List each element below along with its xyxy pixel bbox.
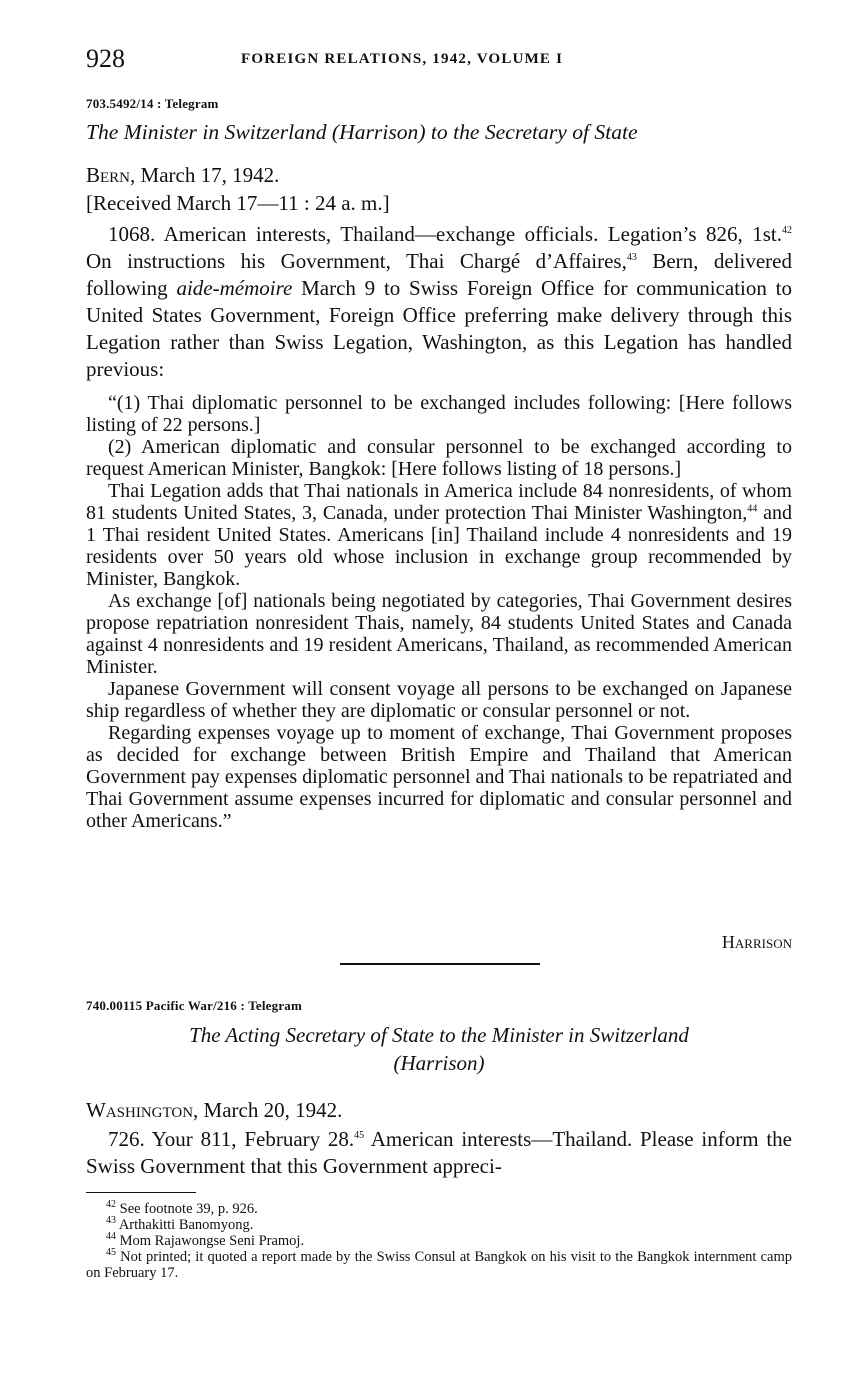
footnote-text: Mom Rajawongse Seni Pramoj. — [116, 1233, 305, 1249]
footnote-ref: 43 — [626, 252, 637, 263]
dateline-date: , March 17, 1942. — [130, 163, 280, 187]
footnote — [86, 1201, 792, 1217]
paragraph-text: 1068. American interests, Thailand—exchange officials. Legation’s 826, 1st. — [108, 222, 782, 246]
dateline — [86, 1097, 792, 1124]
footnote-ref: 42 — [782, 225, 792, 236]
received-line: [Received March 17—11 : 24 a. m.] — [86, 191, 390, 215]
paragraph-text: March 9 to Swiss Foreign Office for communication to United States Government, Foreign Office preferring make delivery through this Legation rather than Swiss Legation, Washington, as this Legation has handled previous: — [86, 276, 792, 381]
title-line: (Harrison) — [393, 1051, 485, 1075]
page-header — [86, 44, 792, 74]
dateline — [86, 162, 792, 189]
paragraph-text: 726. Your 811, February 28. — [108, 1127, 355, 1151]
page-number: 928 — [86, 44, 125, 73]
footnote — [86, 1217, 792, 1233]
footnote-text: Not printed; it quoted a report made by the Swiss Consul at Bangkok on his visit to the Bangkok internment camp on February 17. — [86, 1249, 792, 1281]
footnote-number: 44 — [106, 1231, 116, 1243]
footnote-number: 45 — [106, 1247, 116, 1259]
telegram-paragraph — [86, 221, 792, 383]
dateline-date: , March 20, 1942. — [193, 1098, 343, 1122]
quote-paragraph: (2) American diplomatic and consular personnel to be exchanged according to request American Minister, Bangkok: [Here follows listing of 18 persons.] — [86, 436, 792, 480]
running-title: FOREIGN RELATIONS, 1942, VOLUME I — [241, 51, 564, 67]
paragraph-text: American interests—Thailand. Please inform the Swiss Government that this Government appreci- — [86, 1127, 792, 1178]
quote-paragraph: As exchange [of] nationals being negotiated by categories, Thai Government desires propose repatriation nonresident Thais, namely, 84 students United States and Canada against 4 nonresidents and 19 resident Americans, Thailand, as recommended American Minister. — [86, 590, 792, 678]
document-title — [86, 1023, 792, 1076]
quote-paragraph: “(1) Thai diplomatic personnel to be exchanged includes following: [Here follows listing of 22 persons.] — [86, 392, 792, 436]
title-line: The Acting Secretary of State to the Minister in Switzerland — [189, 1023, 689, 1047]
footnote-number: 43 — [106, 1215, 116, 1227]
footnote-ref: 44 — [747, 503, 758, 515]
emphasized-term: aide-mémoire — [176, 276, 293, 300]
document-title: The Minister in Switzerland (Harrison) to the Secretary of State — [86, 120, 638, 144]
quoted-aide-memoire — [86, 392, 792, 832]
section-divider — [340, 963, 540, 965]
paragraph-text: and 1 Thai resident United States. Americans [in] Thailand include 4 nonresidents and 19 residents over 50 years old whose inclusion in exchange group recommended by Minister, Bangkok. — [86, 502, 792, 590]
document-id: 703.5492/14 : Telegram — [86, 96, 219, 111]
footnote-number: 42 — [106, 1199, 116, 1211]
footnote-text: See footnote 39, p. 926. — [116, 1201, 258, 1217]
footnotes — [86, 1201, 792, 1281]
paragraph-text: Thai Legation adds that Thai nationals in America include 84 nonresidents, of whom 81 students United States, 3, Canada, under protection Thai Minister Washington, — [86, 480, 792, 524]
quote-paragraph: Regarding expenses voyage up to moment of exchange, Thai Government proposes as decided for exchange between British Empire and Thailand that American Government pay expenses diplomatic personnel and Thai nationals to be repatriated and Thai Government assume expenses incurred for diplomatic and consular personnel and other Americans.” — [86, 722, 792, 832]
footnote-rule — [86, 1192, 196, 1193]
dateline-place: Washington — [86, 1098, 194, 1122]
footnote-ref: 45 — [354, 1130, 365, 1141]
paragraph-text: On instructions his Government, Thai Chargé d’Affaires, — [86, 249, 627, 273]
telegram-paragraph — [86, 1126, 792, 1180]
document-id: 740.00115 Pacific War/216 : Telegram — [86, 998, 303, 1013]
quote-paragraph — [86, 480, 792, 590]
footnote — [86, 1233, 792, 1249]
quote-paragraph: Japanese Government will consent voyage all persons to be exchanged on Japanese ship regardless of whether they are diplomatic or consular personnel or not. — [86, 678, 792, 722]
paragraph-text: Bern, delivered following — [86, 249, 792, 300]
footnote — [86, 1249, 792, 1281]
dateline-place: Bern — [86, 163, 131, 187]
signature: Harrison — [721, 932, 792, 952]
footnote-text: Arthakitti Banomyong. — [116, 1217, 254, 1233]
